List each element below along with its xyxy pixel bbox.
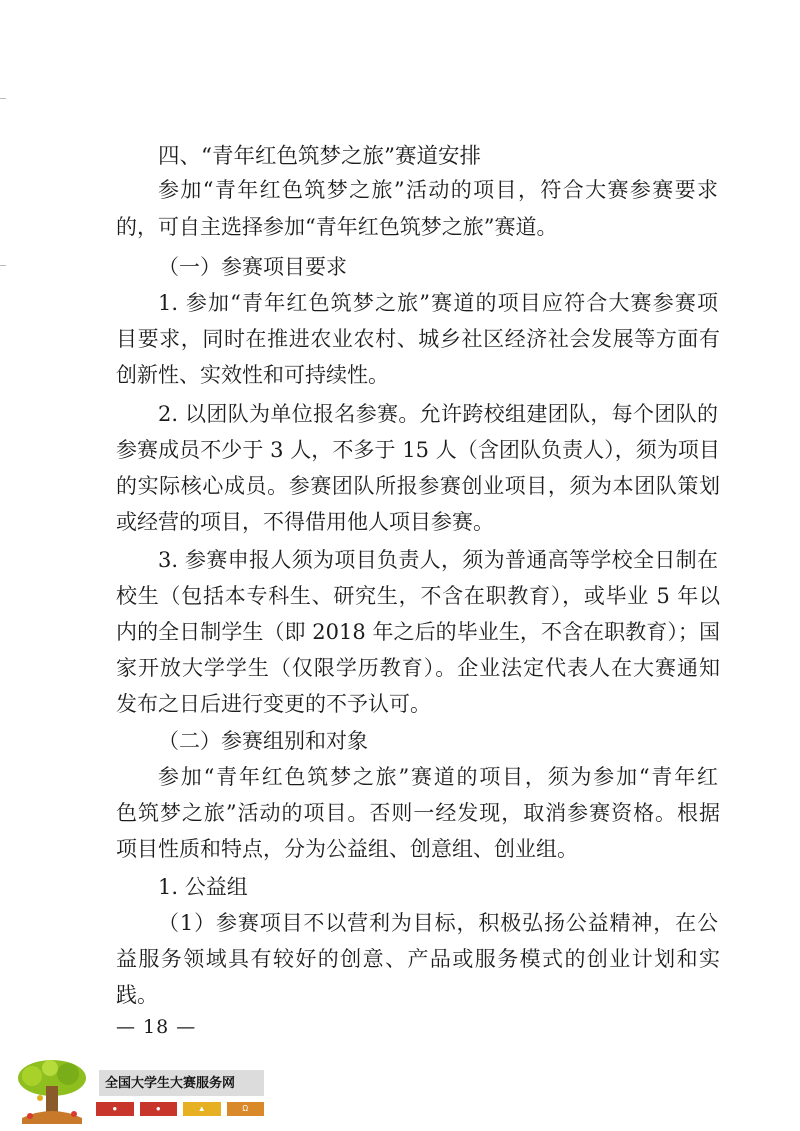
paragraph-line: 内的全日制学生（即 2018 年之后的毕业生，不含在职教育）；国	[116, 620, 720, 644]
section-heading: 四、“青年红色筑梦之旅”赛道安排	[158, 144, 481, 169]
paragraph-line: 创新性、实效性和可持续性。	[116, 363, 389, 387]
paragraph-line: 或经营的项目，不得借用他人项目参赛。	[116, 510, 494, 534]
chip-icon: ▲	[183, 1102, 221, 1116]
paragraph-line: 的，可自主选择参加“青年红色筑梦之旅”赛道。	[116, 215, 558, 239]
scan-edge-mark	[0, 98, 6, 99]
paragraph-line: 参赛成员不少于 3 人，不多于 15 人（含团队负责人），须为项目	[116, 438, 720, 462]
watermark-chip-bar	[96, 1102, 264, 1116]
subsection-heading: （二）参赛组别和对象	[158, 729, 368, 753]
paragraph-line: 2. 以团队为单位报名参赛。允许跨校组建团队，每个团队的	[158, 402, 718, 426]
paragraph-line: 目要求，同时在推进农业农村、城乡社区经济社会发展等方面有	[116, 327, 720, 351]
chip-icon: Ω	[227, 1102, 265, 1116]
paragraph-line: 3. 参赛申报人须为项目负责人，须为普通高等学校全日制在	[158, 548, 718, 572]
paragraph-line: 色筑梦之旅”活动的项目。否则一经发现，取消参赛资格。根据	[116, 801, 720, 825]
paragraph-line: 的实际核心成员。参赛团队所报参赛创业项目，须为本团队策划	[116, 474, 720, 498]
paragraph-line: 参加“青年红色筑梦之旅”活动的项目，符合大赛参赛要求	[158, 178, 718, 202]
page-number: — 18 —	[116, 1016, 197, 1038]
paragraph-line: 家开放大学学生（仅限学历教育）。企业法定代表人在大赛通知	[116, 656, 720, 680]
scan-edge-mark	[0, 265, 6, 266]
item-heading: 1. 公益组	[158, 875, 248, 899]
paragraph-line: 参加“青年红色筑梦之旅”赛道的项目，须为参加“青年红	[158, 765, 718, 789]
paragraph-line: 1. 参加“青年红色筑梦之旅”赛道的项目应符合大赛参赛项	[158, 291, 718, 315]
chip-icon: ●	[140, 1102, 178, 1116]
tree-logo-icon	[12, 1058, 92, 1124]
site-watermark	[12, 1058, 264, 1124]
subsection-heading: （一）参赛项目要求	[158, 255, 347, 279]
site-name: 全国大学生大赛服务网	[96, 1070, 264, 1096]
paragraph-line: 益服务领域具有较好的创意、产品或服务模式的创业计划和实	[116, 947, 720, 971]
paragraph-line: 项目性质和特点，分为公益组、创意组、创业组。	[116, 837, 578, 861]
paragraph-line: 践。	[116, 983, 158, 1007]
paragraph-line: 发布之日后进行变更的不予认可。	[116, 692, 431, 716]
paragraph-line: 校生（包括本专科生、研究生，不含在职教育），或毕业 5 年以	[116, 584, 720, 608]
paragraph-line: （1）参赛项目不以营利为目标，积极弘扬公益精神，在公	[158, 911, 718, 935]
chip-icon: ●	[96, 1102, 134, 1116]
